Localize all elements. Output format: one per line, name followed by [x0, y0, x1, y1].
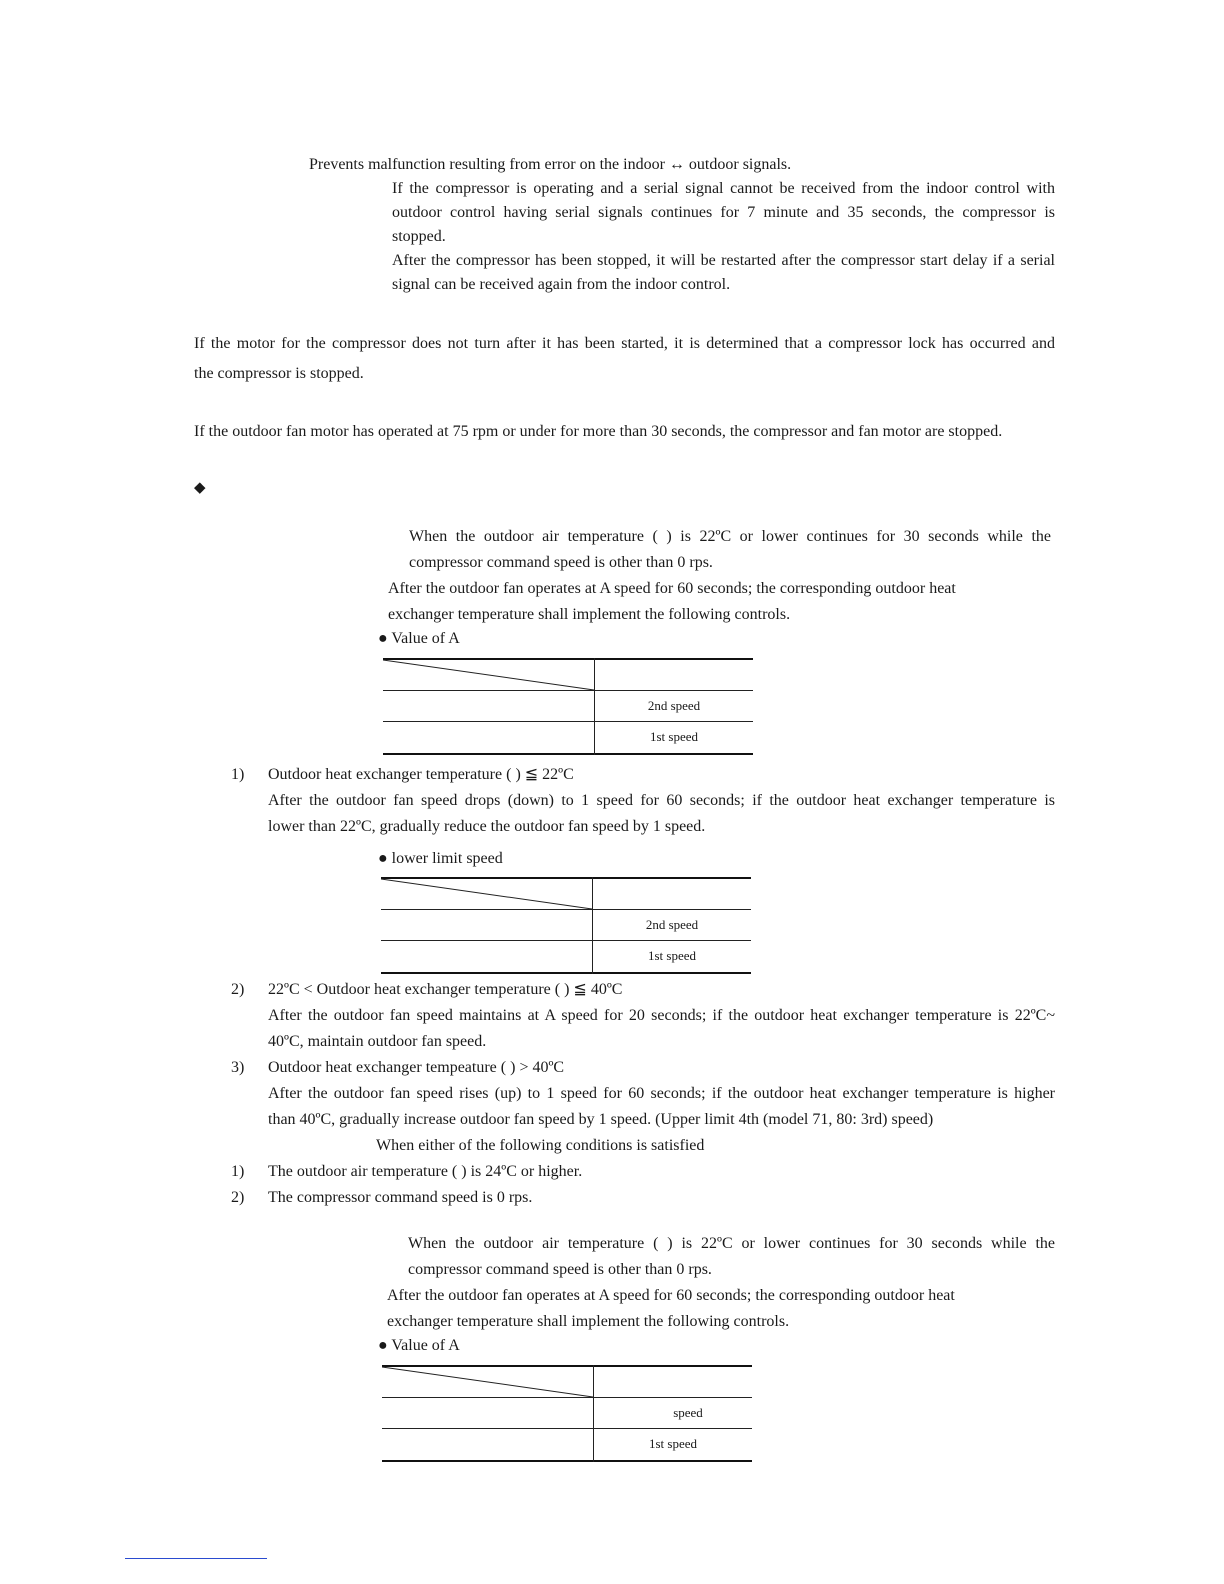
s1-table-title: ● Value of A — [378, 630, 460, 647]
item1-line2: lower than 22ºC, gradually reduce the outdoor fan speed by 1 speed. — [268, 818, 706, 835]
s2-after-line1: After the outdoor fan operates at A speed for 60 seconds; the corresponding outdoor heat — [387, 1287, 955, 1304]
item3-line2: than 40ºC, gradually increase outdoor fan speed by 1 speed. (Upper limit 4th (model 71, 80: 3rd) speed) — [268, 1111, 934, 1128]
serial-para2-line2: signal can be received again from the indoor control. — [392, 276, 731, 293]
value-of-a-table — [383, 658, 753, 755]
item1-number: 1) — [231, 766, 245, 783]
table-cell: 2nd speed — [645, 917, 699, 932]
item2-line1: After the outdoor fan speed maintains at A speed for 20 seconds; if the outdoor heat exchanger temperature is 22ºC~ — [268, 1007, 1055, 1024]
item1-title: Outdoor heat exchanger temperature ( ) ≦ 22ºC — [268, 766, 574, 783]
table-cell: 1st speed — [647, 948, 697, 963]
s1-cond-line2: compressor command speed is other than 0 rps. — [409, 554, 713, 571]
table-diagonal — [381, 877, 593, 910]
serial-para1-line3: stopped. — [392, 228, 446, 245]
s2-cond-line2: compressor command speed is other than 0 rps. — [408, 1261, 712, 1278]
item3-title: Outdoor heat exchanger tempeature ( ) > 40ºC — [268, 1059, 565, 1076]
diamond-bullet-icon: ◆ — [194, 480, 206, 496]
compressor-lock-line2: the compressor is stopped. — [194, 365, 364, 382]
item3-number: 3) — [231, 1059, 245, 1076]
table-cell: 1st speed — [649, 729, 699, 744]
table-diagonal — [383, 658, 595, 691]
table-cell: 1st speed — [648, 1436, 698, 1451]
table-cell: 2nd speed — [647, 698, 701, 713]
s1-after-line2: exchanger temperature shall implement the following controls. — [388, 606, 791, 623]
fan-motor-line: If the outdoor fan motor has operated at 75 rpm or under for more than 30 seconds, the compressor and fan motor are stopped. — [194, 423, 1003, 440]
table-cell: speed — [673, 1405, 703, 1420]
stop-intro: When either of the following conditions is satisfied — [376, 1137, 705, 1154]
serial-para1-line1: If the compressor is operating and a serial signal cannot be received from the indoor control with — [392, 180, 1055, 197]
s1-after-line1: After the outdoor fan operates at A speed for 60 seconds; the corresponding outdoor heat — [388, 580, 956, 597]
serial-para1-line2: outdoor control having serial signals continues for 7 minute and 35 seconds, the compressor is — [392, 204, 1055, 221]
item2-line2: 40ºC, maintain outdoor fan speed. — [268, 1033, 487, 1050]
s2-after-line2: exchanger temperature shall implement the following controls. — [387, 1313, 790, 1330]
item1-line1: After the outdoor fan speed drops (down) to 1 speed for 60 seconds; if the outdoor heat exchanger temperature is — [268, 792, 1055, 809]
item2-title: 22ºC < Outdoor heat exchanger temperature ( ) ≦ 40ºC — [268, 981, 623, 998]
s1-table2-title: ● lower limit speed — [378, 850, 503, 867]
s1-cond-line1: When the outdoor air temperature ( ) is 22ºC or lower continues for 30 seconds while the — [409, 528, 1051, 545]
table-diagonal — [382, 1365, 594, 1398]
stop-item2-text: The compressor command speed is 0 rps. — [268, 1189, 533, 1206]
item2-number: 2) — [231, 981, 245, 998]
lower-limit-table — [381, 877, 751, 974]
serial-intro: Prevents malfunction resulting from error on the indoor ↔ outdoor signals. — [309, 156, 792, 173]
value-of-a-table-2 — [382, 1365, 752, 1462]
s2-cond-line1: When the outdoor air temperature ( ) is 22ºC or lower continues for 30 seconds while the — [408, 1235, 1055, 1252]
serial-para2-line1: After the compressor has been stopped, it will be restarted after the compressor start delay if a serial — [392, 252, 1055, 269]
item3-line1: After the outdoor fan speed rises (up) to 1 speed for 60 seconds; if the outdoor heat exchanger temperature is higher — [268, 1085, 1055, 1102]
s2-table-title: ● Value of A — [378, 1337, 460, 1354]
stop-item1-text: The outdoor air temperature ( ) is 24ºC or higher. — [268, 1163, 583, 1180]
footnote-rule — [125, 1558, 267, 1559]
stop-item1-number: 1) — [231, 1163, 245, 1180]
stop-item2-number: 2) — [231, 1189, 245, 1206]
compressor-lock-line1: If the motor for the compressor does not turn after it has been started, it is determined that a compressor lock has occurred and — [194, 335, 1055, 352]
